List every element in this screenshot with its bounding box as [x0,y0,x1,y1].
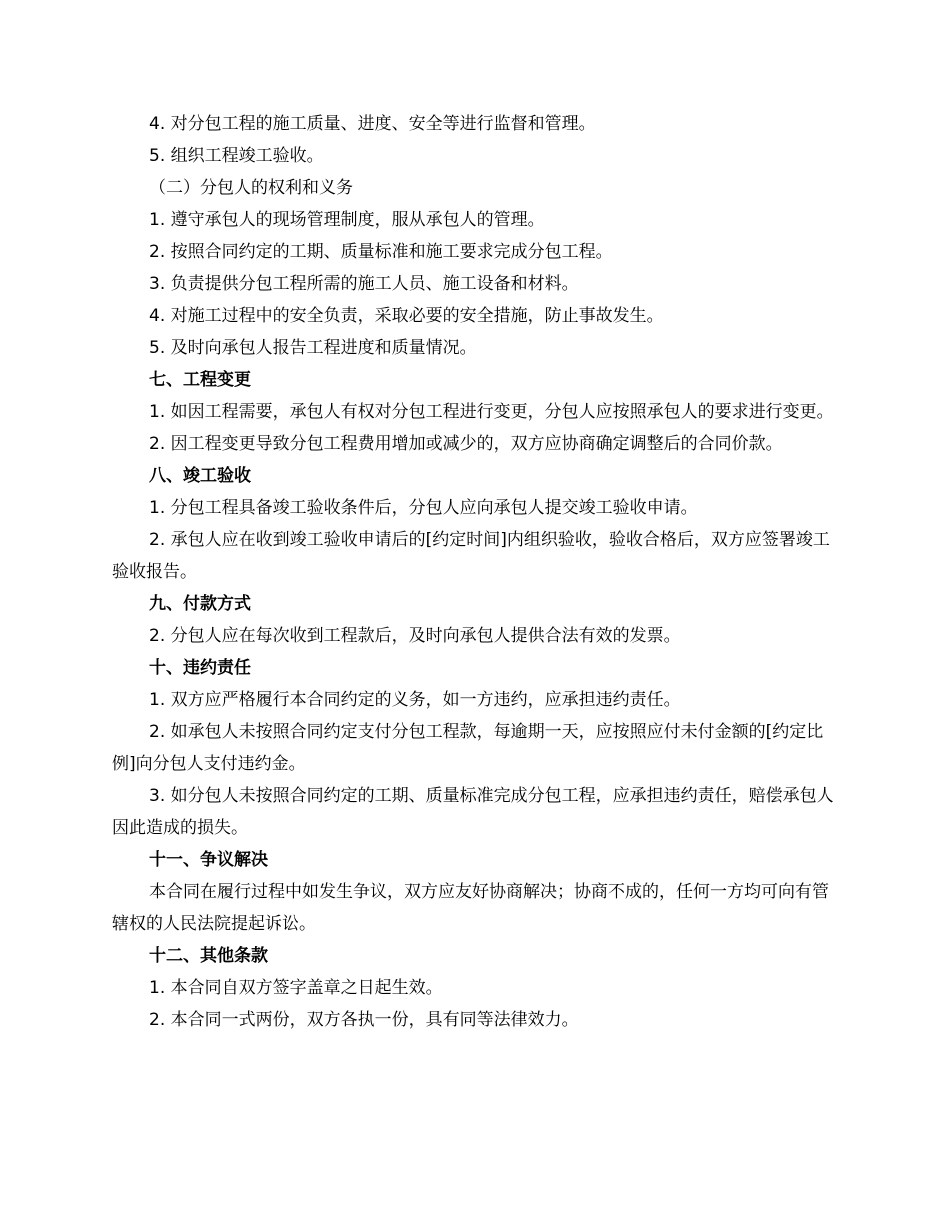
paragraph: 2. 承包人应在收到竣工验收申请后的[约定时间]内组织验收，验收合格后，双方应签署竣工验收报告。 [112,530,830,582]
paragraph: 4. 对施工过程中的安全负责，采取必要的安全措施，防止事故发生。 [149,306,664,326]
paragraph: 3. 负责提供分包工程所需的施工人员、施工设备和材料。 [149,274,579,294]
section-heading: 十二、其他条款 [149,946,268,966]
paragraph: 1. 如因工程需要，承包人有权对分包工程进行变更，分包人应按照承包人的要求进行变更。 [149,402,834,422]
paragraph: 2. 因工程变更导致分包工程费用增加或减少的，双方应协商确定调整后的合同价款。 [149,434,783,454]
section-heading: 九、付款方式 [149,594,251,614]
paragraph: 2. 按照合同约定的工期、质量标准和施工要求完成分包工程。 [149,242,613,262]
paragraph: （二）分包人的权利和义务 [149,178,353,198]
paragraph: 5. 及时向承包人报告工程进度和质量情况。 [149,338,477,358]
paragraph: 1. 本合同自双方签字盖章之日起生效。 [149,978,443,998]
paragraph: 1. 分包工程具备竣工验收条件后，分包人应向承包人提交竣工验收申请。 [149,498,698,518]
section-heading: 十一、争议解决 [149,850,268,870]
paragraph: 1. 双方应严格履行本合同约定的义务，如一方违约，应承担违约责任。 [149,690,681,710]
paragraph: 3. 如分包人未按照合同约定的工期、质量标准完成分包工程，应承担违约责任，赔偿承包人因此造成的损失。 [112,786,834,838]
section-heading: 十、违约责任 [149,658,251,678]
paragraph: 本合同在履行过程中如发生争议，双方应友好协商解决；协商不成的，任何一方均可向有管辖权的人民法院提起诉讼。 [112,882,829,934]
paragraph: 2. 如承包人未按照合同约定支付分包工程款，每逾期一天，应按照应付未付金额的[约定比例]向分包人支付违约金。 [112,722,824,774]
paragraph: 2. 分包人应在每次收到工程款后，及时向承包人提供合法有效的发票。 [149,626,681,646]
section-heading: 七、工程变更 [149,370,251,390]
paragraph: 1. 遵守承包人的现场管理制度，服从承包人的管理。 [149,210,545,230]
paragraph: 2. 本合同一式两份，双方各执一份，具有同等法律效力。 [149,1010,579,1030]
document-page [112,108,844,1036]
paragraph: 4. 对分包工程的施工质量、进度、安全等进行监督和管理。 [149,114,596,134]
paragraph: 5. 组织工程竣工验收。 [149,146,324,166]
section-heading: 八、竣工验收 [149,466,251,486]
